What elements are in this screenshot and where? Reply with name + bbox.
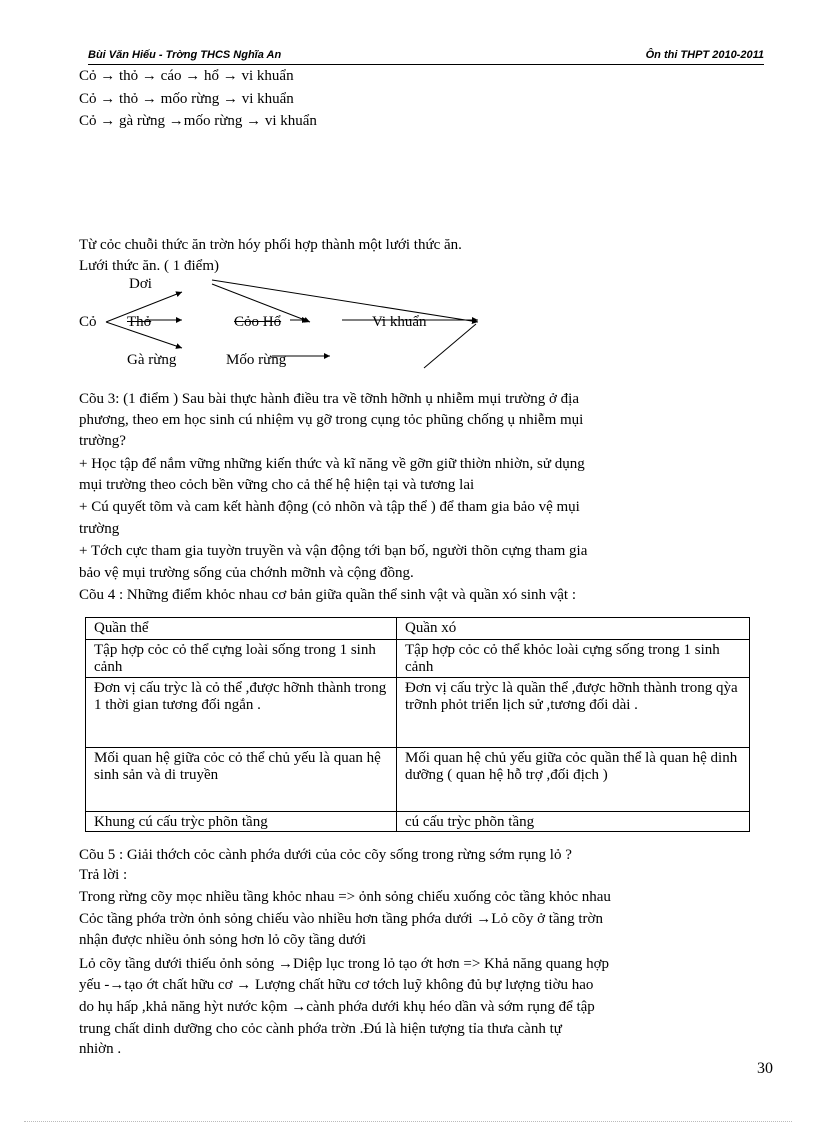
table-header-cell: Quần thể — [86, 618, 397, 640]
table-row — [86, 678, 750, 748]
q3-line-6: + Cú quyết tõm và cam kết hành động (cỏ nhõn và tập thể ) để tham gia bảo vệ mụi — [79, 499, 580, 515]
food-chain-1: Cỏ → thỏ → cáo → hổ → vi khuẩn — [79, 68, 294, 84]
q3-line-5: mụi trường theo cỏch bền vững cho cả thế hệ hiện tại và tương lai — [79, 477, 475, 493]
q3-line-1: Cõu 3: (1 điểm ) Sau bài thực hành điều tra về tỡnh hỡnh ụ nhiễm mụi trường ở địa — [79, 391, 579, 407]
table-cell: Mối quan hệ chủ yếu giữa cỏc quần thể là quan hệ dinh dưỡng ( quan hệ hỗ trợ ,đối địch ) — [397, 748, 750, 812]
table-header-row — [86, 618, 750, 640]
table-cell: Tập hợp cỏc cỏ thể cựng loài sống trong 1 sinh cảnh — [86, 640, 397, 678]
q3-line-9: bảo vệ mụi trường sống của chớnh mỡnh và cộng đồng. — [79, 565, 414, 581]
table-cell: Khung cú cấu trỳc phõn tầng — [86, 812, 397, 832]
q3-line-2: phương, theo em học sinh cú nhiệm vụ gỡ trong cụng tỏc phũng chống ụ nhiễm mụi — [79, 412, 584, 428]
q5-line-8: nhiờn . — [79, 1041, 122, 1057]
q5-line-2: Cỏc tầng phớa trờn ỏnh sỏng chiếu vào nhiều hơn tầng phớa dưới →Lỏ cõy ở tầng trờn — [79, 911, 603, 927]
web-node-garung: Gà rừng — [127, 352, 177, 368]
food-chain-3: Cỏ → gà rừng →mốo rừng → vi khuẩn — [79, 113, 317, 129]
intro-line: Từ cỏc chuỗi thức ăn trờn hóy phối hợp thành một lưới thức ăn. — [79, 237, 462, 253]
web-node-doi: Dơi — [129, 276, 152, 292]
table-cell: Đơn vị cấu trỳc là quần thể ,được hỡnh thành trong qỳa trỡnh phỏt triển lịch sử ,tương đối dài . — [397, 678, 750, 748]
q3-line-3: trường? — [79, 433, 126, 449]
web-node-co: Cỏ — [79, 314, 97, 330]
web-node-vikhuan: Vi khuẩn — [372, 314, 427, 330]
table-row — [86, 812, 750, 832]
arrow-moorung-vikhuan — [424, 324, 476, 368]
food-chain-2: Cỏ → thỏ → mốo rừng → vi khuẩn — [79, 91, 294, 107]
web-node-tho: Thỏ — [127, 314, 152, 330]
web-node-moorung: Mốo rừng — [226, 352, 287, 368]
table-cell: Mối quan hệ giữa cỏc cỏ thể chủ yếu là quan hệ sinh sản và di truyền — [86, 748, 397, 812]
q5-line-1: Trong rừng cõy mọc nhiều tầng khỏc nhau => ỏnh sỏng chiếu xuống cỏc tầng khỏc nhau — [79, 889, 611, 905]
header-exam: Ôn thi THPT 2010-2011 — [645, 49, 764, 61]
q3-line-8: + Tớch cực tham gia tuyờn truyền và vận động tới bạn bố, người thõn cựng tham gia — [79, 543, 588, 559]
web-node-cao-ho: Cỏo Hổ — [234, 314, 282, 330]
food-web-title: Lưới thức ăn. ( 1 điểm) — [79, 258, 219, 274]
q5-line-5: yếu -→tạo ớt chất hữu cơ → Lượng chất hữu cơ tớch luỹ không đủ bự lượng tiờu hao — [79, 977, 594, 993]
table-cell: cú cấu trỳc phõn tầng — [397, 812, 750, 832]
q5-line-4: Lỏ cõy tầng dưới thiếu ỏnh sỏng →Diệp lục trong lỏ tạo ớt hơn => Khả năng quang hợp — [79, 956, 610, 972]
page-number: 30 — [757, 1060, 773, 1077]
q3-line-7: trường — [79, 521, 120, 537]
q5-line-7: trung chất dinh dưỡng cho cỏc cành phớa trờn .Đú là hiện tượng tỉa thưa cành tự — [79, 1021, 562, 1037]
page-bottom-rule — [24, 1121, 792, 1122]
q5-answer-label: Trả lời : — [79, 867, 128, 883]
table-cell: Đơn vị cấu trỳc là cỏ thể ,được hỡnh thành trong 1 thời gian tương đối ngắn . — [86, 678, 397, 748]
comparison-table — [85, 617, 750, 832]
table-header-cell: Quần xó — [397, 618, 750, 640]
q5-line-3: nhận được nhiều ỏnh sỏng hơn lỏ cõy tầng dưới — [79, 932, 367, 948]
table-row — [86, 640, 750, 678]
header-author: Bùi Văn Hiếu - Trờng THCS Nghĩa An — [88, 49, 282, 61]
table-row — [86, 748, 750, 812]
table-cell: Tập hợp cỏc cỏ thể khỏc loài cựng sống trong 1 sinh cảnh — [397, 640, 750, 678]
q4-title: Cõu 4 : Những điểm khỏc nhau cơ bản giữa quần thể sinh vật và quần xó sinh vật : — [79, 587, 577, 603]
q5-title: Cõu 5 : Giải thớch cỏc cành phớa dưới của cỏc cõy sống trong rừng sớm rụng lỏ ? — [79, 847, 572, 863]
q5-line-6: do hụ hấp ,khả năng hỳt nước kộm →cành phớa dưới khụ héo dần và sớm rụng để tập — [79, 999, 595, 1015]
q3-line-4: + Học tập để nắm vững những kiến thức và kĩ năng về gỡn giữ thiờn nhiờn, sử dụng — [79, 456, 585, 472]
